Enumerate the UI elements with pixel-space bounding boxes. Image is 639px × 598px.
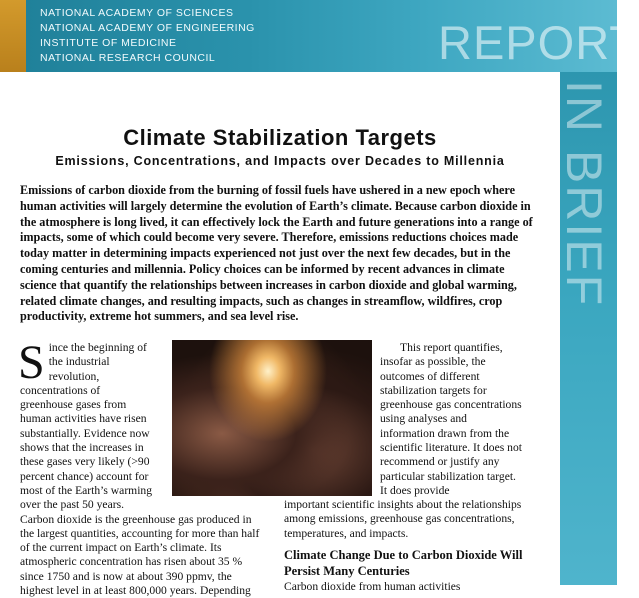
academies-list [40, 6, 255, 66]
cut-off-text-line: Carbon dioxide from human activities [284, 580, 461, 593]
academy-line: NATIONAL ACADEMY OF SCIENCES [40, 7, 234, 19]
academy-line: NATIONAL ACADEMY OF ENGINEERING [40, 22, 255, 34]
gold-accent-bar [0, 0, 26, 72]
academy-line: INSTITUTE OF MEDICINE [40, 37, 177, 49]
paragraph-body: ince the beginning of the industrial revolution, concentrations of greenhouse gases from human activities have risen substantially. Evidence now shows that the increases in these gases very likely (>90 percent chance) account for most of the Earth’s warming over the past 50 years. [20, 341, 153, 512]
report-wordmark: REPORT [438, 16, 639, 69]
in-brief-wordmark [553, 80, 615, 320]
paragraph: Carbon dioxide is the greenhouse gas produced in the largest quantities, accounting for more than half of the current impact on Earth’s climate. Its atmospheric concentration has risen about 35 % since 1750 and is now at about 390 ppmv, the highest level in at least 800,000 years. Depending [20, 512, 260, 598]
right-column-continuation [284, 498, 522, 541]
in-brief-text: IN BRIEF [556, 80, 612, 308]
document-title: Climate Stabilization Targets [123, 125, 437, 150]
document-subtitle: Emissions, Concentrations, and Impacts over Decades to Millennia [55, 154, 505, 168]
sunset-clouds-photo [172, 340, 372, 496]
left-column-first-paragraph [18, 336, 153, 513]
paragraph: important scientific insights about the relationships among emissions, greenhouse gas concentrations, temperatures, and impacts. [284, 498, 522, 540]
paragraph: This report quantifies, insofar as possible, the outcomes of different stabilization targets for greenhouse gas concentrations using analyses and information drawn from the scientific literature. It does not recommend or justify any particular stabilization target. It does provide [380, 341, 522, 497]
section-heading: Climate Change Due to Carbon Dioxide Will Persist Many Centuries [284, 548, 523, 578]
academy-line: NATIONAL RESEARCH COUNCIL [40, 52, 216, 64]
right-column [380, 341, 522, 498]
drop-cap: S [18, 336, 45, 389]
intro-paragraph: Emissions of carbon dioxide from the burning of fossil fuels have ushered in a new epoch where human activities will largely determine the evolution of Earth’s climate. Because carbon dioxide in the atmosphere is long lived, it can effectively lock the Earth and future generations into a range of impacts, some of which could become very severe. Therefore, emissions reductions choices made today matter in determining impacts experienced not just over the next few decades, but in the coming centuries and millennia. Policy choices can be informed by recent advances in climate science that quantify the relationships between increases in carbon dioxide and global warming, related climate changes, and resulting impacts, such as changes in streamflow, wildfires, crop productivity, extreme hot summers, and sea level rise. [20, 183, 533, 324]
